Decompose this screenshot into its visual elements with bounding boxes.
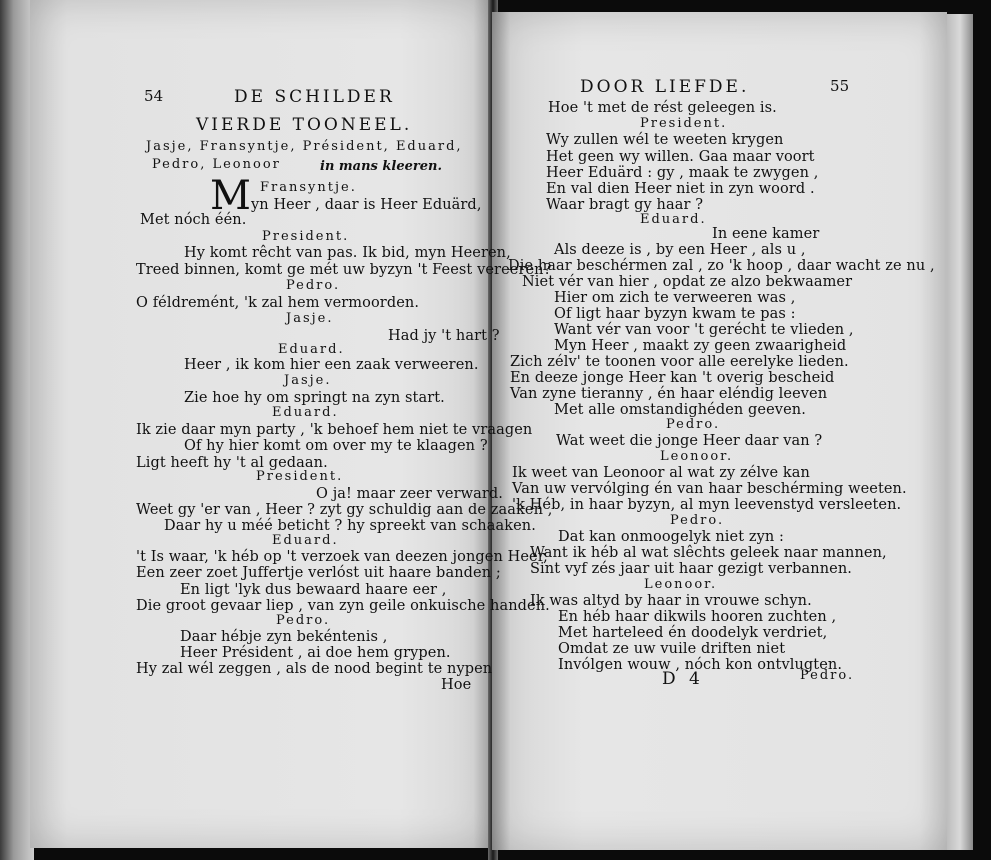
right-line: Omdat ze uw vuile driften niet: [558, 641, 786, 657]
speaker-president: President.: [256, 469, 344, 484]
right-line: Invólgen wouw , nóch kon ontvlugten.: [558, 657, 843, 673]
right-line: Niet vér van hier , opdat ze alzo bekwaamer: [522, 274, 853, 290]
characters-line-2: Pedro, Leonoor: [152, 157, 281, 172]
left-line: Weet gy 'er van , Heer ? zyt gy schuldig aan de zaaken ,: [136, 502, 553, 518]
signature-mark: D 4: [662, 669, 704, 689]
right-line: Want ik héb al wat slêchts geleek naar mannen,: [530, 545, 887, 561]
right-line: Als deeze is , by een Heer , als u ,: [554, 242, 806, 258]
speaker-jasje: Jasje.: [286, 311, 334, 326]
right-line: En val dien Heer niet in zyn woord .: [546, 181, 815, 197]
speaker-fransyntje: Fransyntje.: [260, 180, 357, 195]
right-line: Myn Heer , maakt zy geen zwaarigheid: [554, 338, 847, 354]
speaker-leonoor: Leonoor.: [660, 449, 734, 464]
speaker-pedro: Pedro.: [670, 513, 725, 528]
right-line: Of ligt haar byzyn kwam te pas :: [554, 306, 796, 322]
right-line: Wat weet die jonge Heer daar van ?: [556, 433, 823, 449]
right-line: In eene kamer: [712, 226, 820, 242]
left-line: Heer , ik kom hier een zaak verweeren.: [184, 357, 479, 373]
left-line: Een zeer zoet Juffertje verlóst uit haare banden ;: [136, 565, 501, 581]
right-line: Van zyne tieranny , én haar eléndig leeven: [510, 386, 828, 402]
right-line: Wy zullen wél te weeten krygen: [546, 132, 784, 148]
drop-cap: M: [210, 173, 252, 219]
left-line: Met nóch één.: [140, 212, 247, 228]
right-line: Heer Eduärd : gy , maak te zwygen ,: [546, 165, 819, 181]
speaker-leonoor: Leonoor.: [644, 577, 718, 592]
left-line: Zie hoe hy om springt na zyn start.: [184, 390, 445, 406]
speaker-pedro: Pedro.: [666, 417, 721, 432]
right-line: Met harteleed én doodelyk verdriet,: [558, 625, 828, 641]
left-page-number: 54: [144, 87, 164, 105]
characters-italic: in mans kleeren.: [320, 159, 442, 174]
left-line: Ik zie daar myn party , 'k behoef hem niet te vraagen: [136, 422, 533, 438]
right-line: Waar bragt gy haar ?: [546, 197, 704, 213]
left-line: Daar hébje zyn bekéntenis ,: [180, 629, 388, 645]
right-line: Want vér van voor 't gerécht te vlieden ,: [554, 322, 854, 338]
left-running-head: DE SCHILDER: [234, 87, 395, 107]
book-edge-right: [947, 14, 973, 850]
left-line: Treed binnen, komt ge mét uw byzyn 't Feest vereeren?: [136, 262, 552, 278]
right-line: Die haar beschérmen zal , zo 'k hoop , daar wacht ze nu ,: [508, 258, 935, 274]
speaker-president: President.: [262, 229, 350, 244]
speaker-eduard: Eduard.: [272, 405, 339, 420]
left-line: 't Is waar, 'k héb op 't verzoek van deezen jongen Heer,: [136, 549, 548, 565]
right-line: Ik weet van Leonoor al wat zy zélve kan: [512, 465, 810, 481]
left-line: Die groot gevaar liep , van zyn geile onkuische handen.: [136, 598, 550, 614]
right-line: Sint vyf zés jaar uit haar gezigt verbannen.: [530, 561, 852, 577]
speaker-eduard: Eduard.: [640, 212, 707, 227]
right-line: 'k Héb, in haar byzyn, al myn leevenstyd versleeten.: [512, 497, 902, 513]
left-line: Heer Président , ai doe hem grypen.: [180, 645, 451, 661]
right-line: Zich zélv' te toonen voor alle eerelyke lieden.: [510, 354, 849, 370]
left-line: En ligt 'lyk dus bewaard haare eer ,: [180, 582, 447, 598]
right-catchword: Pedro.: [800, 668, 855, 683]
left-line: Hy zal wél zeggen , als de nood begint te nypen: [136, 661, 493, 677]
left-line: O féldremént, 'k zal hem vermoorden.: [136, 295, 420, 311]
speaker-eduard: Eduard.: [272, 533, 339, 548]
left-line: Daar hy u méé beticht ? hy spreekt van schaaken.: [164, 518, 536, 534]
right-line: Dat kan onmoogelyk niet zyn :: [558, 529, 785, 545]
left-line: yn Heer , daar is Heer Eduärd,: [251, 197, 482, 213]
right-line: Het geen wy willen. Gaa maar voort: [546, 149, 815, 165]
book-edge-left: [0, 0, 34, 860]
scene-title: VIERDE TOONEEL.: [196, 115, 413, 135]
left-line: Ligt heeft hy 't al gedaan.: [136, 455, 328, 471]
right-running-head: DOOR LIEFDE.: [580, 77, 750, 97]
speaker-jasje: Jasje.: [284, 373, 332, 388]
speaker-eduard: Eduard.: [278, 342, 345, 357]
left-line: Of hy hier komt om over my te klaagen ?: [184, 438, 488, 454]
speaker-president: President.: [640, 116, 728, 131]
right-line: En deeze jonge Heer kan 't overig bescheid: [510, 370, 835, 386]
right-line: En héb haar dikwils hooren zuchten ,: [558, 609, 837, 625]
right-line: Ik was altyd by haar in vrouwe schyn.: [530, 593, 812, 609]
right-line: Hier om zich te verweeren was ,: [554, 290, 796, 306]
right-line: Met alle omstandighéden geeven.: [554, 402, 806, 418]
characters-line-1: Jasje, Fransyntje, Président, Eduard,: [146, 139, 463, 154]
right-line: Van uw vervólging én van haar beschérming weeten.: [512, 481, 907, 497]
right-page-number: 55: [830, 77, 850, 95]
left-catchword: Hoe: [441, 677, 472, 693]
left-line: O ja! maar zeer verward.: [316, 486, 503, 502]
speaker-pedro: Pedro.: [286, 278, 341, 293]
speaker-pedro: Pedro.: [276, 613, 331, 628]
left-line: Hy komt rêcht van pas. Ik bid, myn Heeren,: [184, 245, 511, 261]
left-line: Had jy 't hart ?: [388, 328, 500, 344]
right-line: Hoe 't met de rést geleegen is.: [548, 100, 777, 116]
